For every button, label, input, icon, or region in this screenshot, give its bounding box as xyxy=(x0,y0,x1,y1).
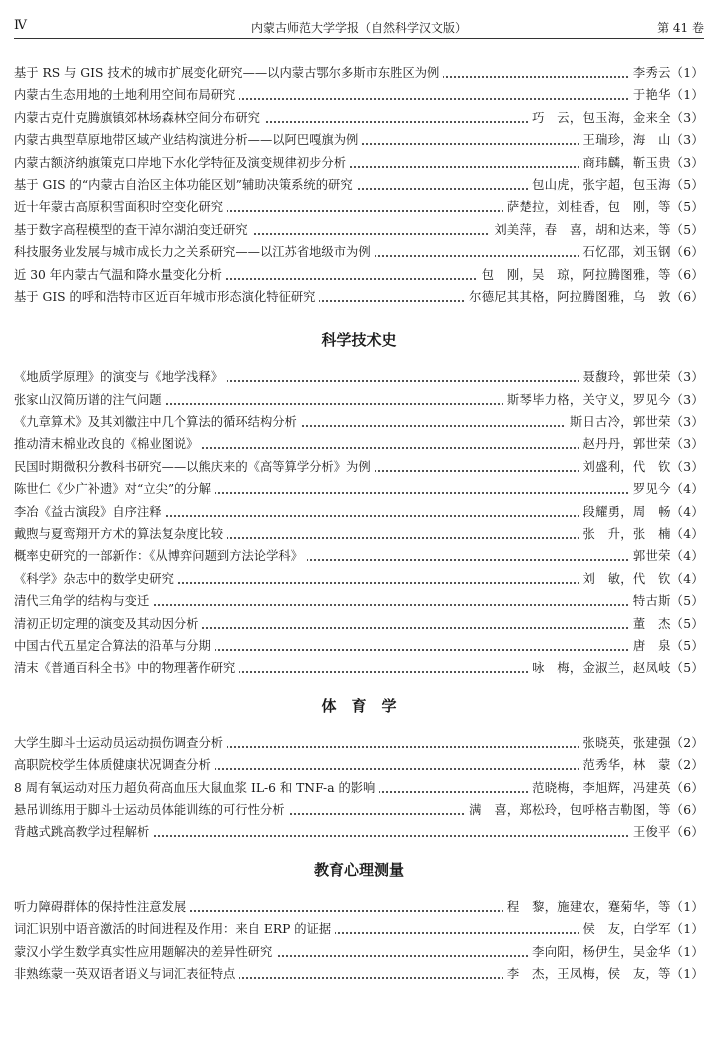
entry-authors: 于艳华（1） xyxy=(629,84,704,106)
entry-authors: 刘盛利，代 钦（3） xyxy=(579,456,705,478)
entry-authors: 刘美萍，春 喜，胡和达来，等（5） xyxy=(490,219,704,241)
toc-entry[interactable] xyxy=(14,590,704,612)
entry-title: 概率史研究的一部新作：《从博弈问题到方法论学科》 xyxy=(14,545,307,567)
entry-title: 蒙汉小学生数学真实性应用题解决的差异性研究 xyxy=(14,941,276,963)
entry-authors: 王俊平（6） xyxy=(629,821,704,843)
toc-entry[interactable] xyxy=(14,732,704,754)
entry-title: 陈世仁《少广补遗》对“立尖”的分解 xyxy=(14,478,215,500)
entry-title: 中国古代五星定合算法的沿革与分期 xyxy=(14,635,215,657)
entry-title: 基于 GIS 的呼和浩特市区近百年城市形态演化特征研究 xyxy=(14,286,319,308)
entry-title: 基于 GIS 的“内蒙古自治区主体功能区划”辅助决策系统的研究 xyxy=(14,174,357,196)
entry-authors: 李 杰，王凤梅，侯 友，等（1） xyxy=(503,963,704,985)
entry-authors: 包山虎，张宇超，包玉海（5） xyxy=(528,174,704,196)
toc-entry[interactable] xyxy=(14,941,704,963)
section-title: 科学技术史 xyxy=(321,331,397,350)
entry-title: 《地质学原理》的演变与《地学浅释》 xyxy=(14,366,227,388)
entry-authors: 张晓英，张建强（2） xyxy=(579,732,705,754)
entry-title: 民国时期微积分教科书研究——以熊庆来的《高等算学分析》为例 xyxy=(14,456,375,478)
toc-entry[interactable] xyxy=(14,568,704,590)
entry-title: 戴煦与夏鸾翔开方术的算法复杂度比较 xyxy=(14,523,227,545)
toc-entry[interactable] xyxy=(14,241,704,263)
entry-title: 《九章算术》及其刘徽注中几个算法的循环结构分析 xyxy=(14,411,301,433)
entry-authors: 李向阳，杨伊生，吴金华（1） xyxy=(528,941,704,963)
entry-authors: 范晓梅，李旭辉，冯建英（6） xyxy=(528,777,704,799)
entry-title: 内蒙古生态用地的土地利用空间布局研究 xyxy=(14,84,239,106)
toc-entry[interactable] xyxy=(14,129,704,151)
toc-entry[interactable] xyxy=(14,896,704,918)
entry-title: 《科学》杂志中的数学史研究 xyxy=(14,568,178,590)
toc-entry[interactable] xyxy=(14,478,704,500)
page-header xyxy=(14,18,704,39)
entry-authors: 唐 泉（5） xyxy=(629,635,704,657)
entry-title: 8 周有氧运动对压力超负荷高血压大鼠血浆 IL-6 和 TNF-a 的影响 xyxy=(14,777,379,799)
entry-authors: 程 黎，施建农，蹇菊华，等（1） xyxy=(503,896,704,918)
toc-entry[interactable] xyxy=(14,545,704,567)
entry-authors: 范秀华，林 蒙（2） xyxy=(579,754,705,776)
entry-authors: 侯 友，白学军（1） xyxy=(579,918,705,940)
toc-entry[interactable] xyxy=(14,456,704,478)
entry-authors: 段耀勇，周 畅（4） xyxy=(579,501,705,523)
entry-title: 基于 RS 与 GIS 技术的城市扩展变化研究——以内蒙古鄂尔多斯市东胜区为例 xyxy=(14,62,443,84)
entry-title: 内蒙古典型草原地带区域产业结构演进分析——以阿巴嘎旗为例 xyxy=(14,129,362,151)
toc-entry[interactable] xyxy=(14,174,704,196)
entry-title: 悬吊训练用于脚斗士运动员体能训练的可行性分析 xyxy=(14,799,289,821)
entry-title: 清代三角学的结构与变迁 xyxy=(14,590,153,612)
toc-entry[interactable] xyxy=(14,219,704,241)
entry-title: 近十年蒙古高原积雪面积时空变化研究 xyxy=(14,196,227,218)
entry-title: 清初正切定理的演变及其动因分析 xyxy=(14,613,202,635)
toc-entry[interactable] xyxy=(14,918,704,940)
entry-authors: 张 升，张 楠（4） xyxy=(579,523,705,545)
entry-authors: 罗见今（4） xyxy=(629,478,704,500)
entry-title: 基于数字高程模型的查干淖尔湖泊变迁研究 xyxy=(14,219,252,241)
entry-authors: 特古斯（5） xyxy=(629,590,704,612)
entry-authors: 包 刚，吴 琼，阿拉腾图雅，等（6） xyxy=(478,264,704,286)
volume-label: 第 41 卷 xyxy=(657,21,704,35)
entry-title: 近 30 年内蒙古气温和降水量变化分析 xyxy=(14,264,226,286)
toc-entry[interactable] xyxy=(14,777,704,799)
toc-entry[interactable] xyxy=(14,286,704,308)
toc-entry[interactable] xyxy=(14,411,704,433)
table-of-contents xyxy=(14,62,704,985)
entry-authors: 聂馥玲，郭世荣（3） xyxy=(579,366,705,388)
toc-entry[interactable] xyxy=(14,84,704,106)
toc-entry[interactable] xyxy=(14,152,704,174)
toc-entry[interactable] xyxy=(14,963,704,985)
entry-title: 高职院校学生体质健康状况调查分析 xyxy=(14,754,215,776)
toc-entry[interactable] xyxy=(14,107,704,129)
entry-authors: 商玮麟，靳玉贵（3） xyxy=(579,152,705,174)
entry-authors: 萨楚拉，刘桂香，包 刚，等（5） xyxy=(503,196,704,218)
entry-title: 非熟练蒙一英双语者语义与词汇表征特点 xyxy=(14,963,239,985)
entry-authors: 尔德尼其其格，阿拉腾图雅，乌 敦（6） xyxy=(465,286,704,308)
entry-authors: 石忆邵，刘玉钢（6） xyxy=(579,241,705,263)
entry-authors: 王瑞珍，海 山（3） xyxy=(579,129,705,151)
entry-title: 背越式跳高教学过程解析 xyxy=(14,821,153,843)
toc-entry[interactable] xyxy=(14,196,704,218)
entry-authors: 董 杰（5） xyxy=(629,613,704,635)
journal-title: 内蒙古师范大学学报（自然科学汉文版） xyxy=(250,21,467,35)
entry-authors: 满 喜，郑松玲，包呼格吉勒图，等（6） xyxy=(465,799,704,821)
toc-entry[interactable] xyxy=(14,613,704,635)
toc-entry[interactable] xyxy=(14,754,704,776)
entry-authors: 斯琴毕力格，关守义，罗见今（3） xyxy=(503,389,704,411)
entry-title: 推动清末棉业改良的《棉业图说》 xyxy=(14,433,202,455)
entry-title: 大学生脚斗士运动员运动损伤调查分析 xyxy=(14,732,227,754)
toc-entry[interactable] xyxy=(14,366,704,388)
toc-entry[interactable] xyxy=(14,523,704,545)
entry-title: 清末《普通百科全书》中的物理著作研究 xyxy=(14,657,239,679)
entry-title: 内蒙古克什克腾旗镇郊林场森林空间分布研究 xyxy=(14,107,264,129)
entry-title: 李冶《益古演段》自序注释 xyxy=(14,501,166,523)
entry-title: 内蒙古额济纳旗策克口岸地下水化学特征及演变规律初步分析 xyxy=(14,152,350,174)
entry-title: 张家山汉简历谱的注气问题 xyxy=(14,389,166,411)
entry-title: 听力障碍群体的保持性注意发展 xyxy=(14,896,190,918)
toc-entry[interactable] xyxy=(14,389,704,411)
page-number: Ⅳ xyxy=(14,18,27,33)
section-title: 教育心理测量 xyxy=(313,860,404,879)
entry-title: 词汇识别中语音激活的时间进程及作用：来自 ERP 的证据 xyxy=(14,918,335,940)
toc-entry[interactable] xyxy=(14,799,704,821)
toc-entry[interactable] xyxy=(14,264,704,286)
entry-authors: 赵丹丹，郭世荣（3） xyxy=(579,433,705,455)
entry-authors: 刘 敏，代 钦（4） xyxy=(579,568,705,590)
entry-authors: 咏 梅，金淑兰，赵凤岐（5） xyxy=(528,657,704,679)
section-title: 体 育 学 xyxy=(321,696,397,715)
toc-entry[interactable] xyxy=(14,635,704,657)
toc-entry[interactable] xyxy=(14,433,704,455)
entry-authors: 李秀云（1） xyxy=(629,62,704,84)
toc-entry[interactable] xyxy=(14,657,704,679)
entry-authors: 巧 云，包玉海，金来全（3） xyxy=(528,107,704,129)
entry-authors: 郭世荣（4） xyxy=(629,545,704,567)
toc-entry[interactable] xyxy=(14,62,704,84)
entry-authors: 斯日古冷，郭世荣（3） xyxy=(566,411,704,433)
entry-title: 科技服务业发展与城市成长力之关系研究——以江苏省地级市为例 xyxy=(14,241,375,263)
toc-entry[interactable] xyxy=(14,501,704,523)
toc-entry[interactable] xyxy=(14,821,704,843)
